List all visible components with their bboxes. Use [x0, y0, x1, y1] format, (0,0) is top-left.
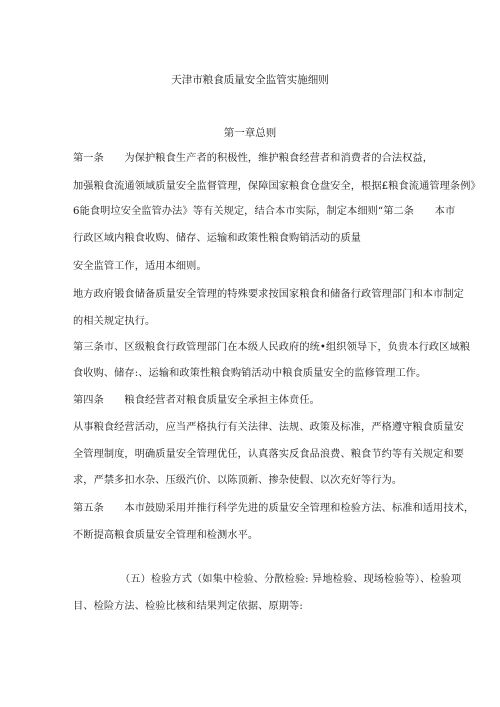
body-line-4: 行政区域内粮食收购、储存、运输和政策性粮食购销活动的质量: [73, 233, 362, 244]
body-line-16: （五）检验方式（如集中检验、分散检验: 异地检验、现场检验等）、检验项: [120, 574, 462, 585]
body-line-7: 的相关规定执行。: [73, 316, 156, 327]
body-line-10: 第四条 粮食经营者对粮食质量安全承担主体贲任。: [73, 395, 320, 406]
body-line-9: 食收购、储存:、运输和政策性粮食购销活动中粮食质量安全的监修管理工作。: [73, 368, 427, 379]
body-line-1: 第一条 为保护粮食生产者的积极性，维护粮食经营者和消费者的合法权益，: [73, 153, 434, 164]
body-line-15: 不断提高粮食质量安全管理和检测水平。: [73, 530, 259, 541]
body-line-14: 第五条 本市鼓励采用并推行科学先进的质量安全管理和检验方法、标准和适用技术，: [73, 503, 475, 514]
body-line-5: 安全监管工作，适用本细则。: [73, 261, 207, 272]
document-title: 天津市粮食质量安全监管实施细则: [171, 74, 329, 86]
body-line-2: 加强粮食流通领域质量安全监督管理，保障国家粮食仓盘安全，根据£粮食流通管理条例》: [73, 181, 481, 192]
body-line-11: 从事粮食经营活动，应当严格执行有关法律、法规、政策及标准，严格遵守粮食质量安: [73, 422, 464, 433]
body-line-13: 求，严禁多扣水杂、压级汽价、以陈顶新、掺杂使假、以次充好等行为。: [73, 475, 403, 486]
body-line-6: 地方政府锻食储备质量安全管理的特殊要求按国家粮食和储备行政管理部门和本市制定: [73, 289, 464, 300]
body-line-3: 6能食明垃安全监管办法》等有关规定，结合本市实际，制定本细则“第二条 本市: [73, 206, 456, 217]
chapter-heading: 第一章总则: [223, 127, 277, 139]
body-line-8: 第三条市、区级粮食行政管理部门在本级人民政府的统•组织领导下，负贵本行政区域粮: [73, 342, 471, 353]
body-line-12: 全管理制度，明确质量安全管理优任，认真落实反食品浪费、粮食节约等有关规定和要: [73, 449, 464, 460]
body-line-17: 目、检险方法、检验比核和结果判定依据、原期等:: [73, 601, 303, 612]
